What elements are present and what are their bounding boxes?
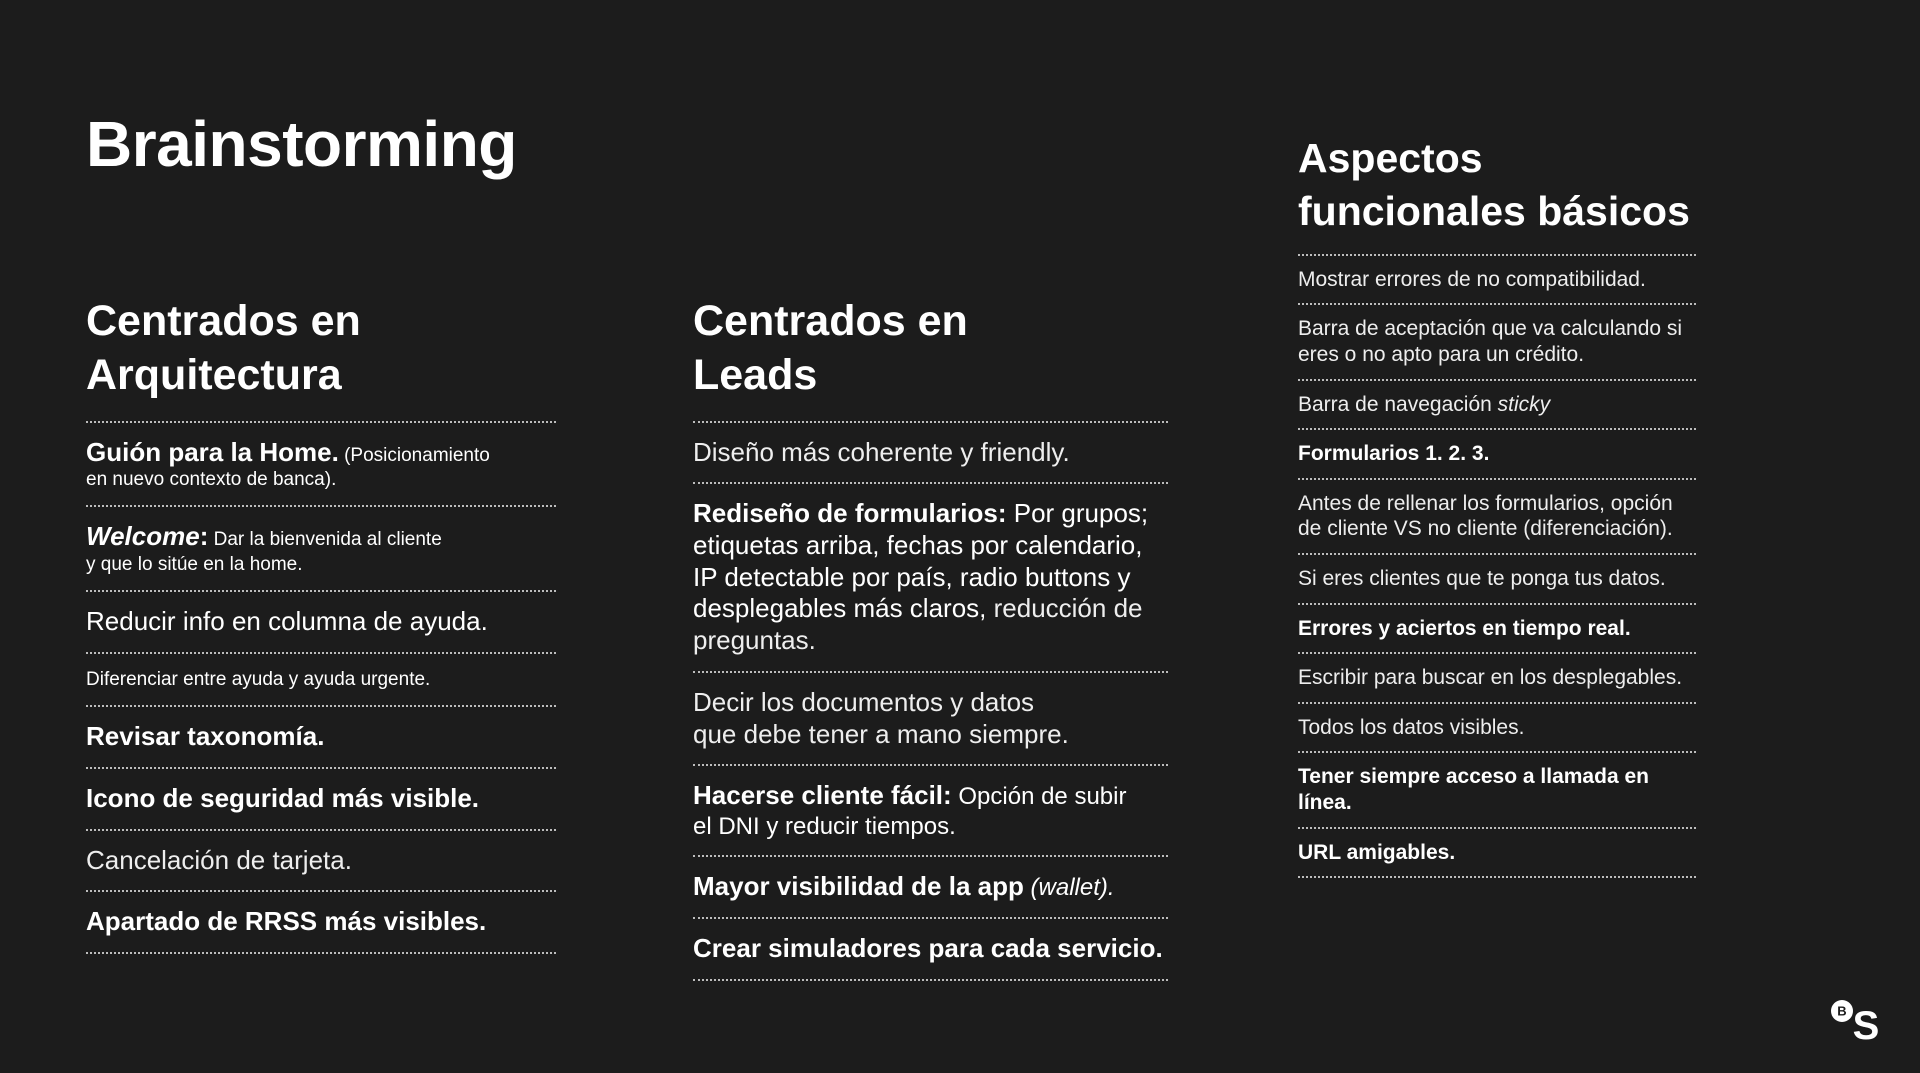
item-italic-text: sticky: [1497, 392, 1551, 416]
leads-title-line1: Centrados en: [693, 297, 968, 345]
item-bold-text: Guión para la Home.: [86, 436, 339, 467]
item-bold-text: Revisar taxonomía.: [86, 721, 325, 752]
item-text: Cancelación de tarjeta.: [86, 844, 352, 875]
item-bold-text: Crear simuladores para cada servicio.: [693, 932, 1163, 963]
item-text: Antes de rellenar los formularios, opción de cliente VS no cliente (diferenciación).: [1298, 491, 1673, 541]
list-item: [1298, 430, 1696, 480]
list-item: [86, 507, 556, 592]
functional-column-title: [1298, 132, 1696, 238]
list-item: [86, 592, 556, 654]
list-item: [693, 673, 1168, 766]
item-text: Todos los datos visibles.: [1298, 715, 1525, 739]
architecture-column: [86, 295, 556, 954]
item-bold-italic-text: Welcome: [86, 521, 200, 552]
item-text: en nuevo contexto de banca).: [86, 469, 337, 491]
list-item: [1298, 305, 1696, 380]
functional-column: [1298, 132, 1696, 878]
item-text: Opción de subir: [951, 783, 1127, 811]
item-text: Dar la bienvenida al cliente: [208, 529, 442, 551]
list-item: [693, 766, 1168, 857]
item-text: Diseño más coherente y friendly.: [693, 436, 1070, 467]
item-text: Barra de navegación: [1298, 392, 1498, 416]
list-item: [1298, 654, 1696, 704]
list-item: [693, 919, 1168, 981]
item-bold-text: Tener siempre acceso a llamada en línea.: [1298, 765, 1649, 815]
list-item: [86, 892, 556, 954]
architecture-title-line2: Arquitectura: [86, 350, 342, 399]
list-item: [1298, 704, 1696, 754]
item-bold-text: Errores y aciertos en tiempo real.: [1298, 616, 1631, 640]
list-item: [693, 423, 1168, 485]
architecture-title-line1: Centrados en: [86, 297, 361, 345]
functional-list: [1298, 254, 1696, 879]
list-item: [1298, 605, 1696, 655]
list-item: [693, 857, 1168, 919]
item-text: (Posicionamiento: [338, 444, 490, 466]
item-bold-text: Formularios 1. 2. 3.: [1298, 442, 1490, 466]
item-italic-text: (wallet).: [1023, 874, 1115, 902]
item-text: Escribir para buscar en los desplegables.: [1298, 666, 1683, 690]
item-text: que debe tener a mano siempre.: [693, 718, 1069, 749]
item-bold-text: URL amigables.: [1298, 840, 1456, 864]
list-item: [1298, 753, 1696, 828]
page-title: Brainstorming: [86, 108, 517, 180]
item-bold-text: Rediseño de formularios:: [693, 498, 1007, 529]
list-item: [86, 769, 556, 831]
item-bold-text: Hacerse cliente fácil:: [693, 780, 952, 811]
item-bold-text: Mayor visibilidad de la app: [693, 871, 1024, 902]
list-item: [86, 654, 556, 707]
item-text: Mostrar errores de no compatibilidad.: [1298, 267, 1646, 291]
item-bold-text: :: [199, 521, 209, 552]
architecture-column-title: [86, 295, 556, 403]
svg-text:S: S: [1852, 1004, 1880, 1043]
brand-logo-icon: [1830, 999, 1886, 1043]
item-text: Barra de aceptación que va calculando si eres o no apto para un crédito.: [1298, 317, 1683, 366]
item-text: Diferenciar entre ayuda y ayuda urgente.: [86, 669, 431, 690]
functional-title-line2: funcionales básicos: [1298, 187, 1690, 234]
architecture-list: [86, 421, 556, 955]
item-bold-text: Icono de seguridad más visible.: [86, 782, 480, 813]
list-item: [1298, 480, 1696, 555]
list-item: [1298, 381, 1696, 431]
list-item: [1298, 555, 1696, 605]
item-text: Si eres clientes que te ponga tus datos.: [1298, 567, 1666, 591]
leads-title-line2: Leads: [693, 350, 818, 399]
item-text: Decir los documentos y datos: [693, 686, 1035, 717]
list-item: [86, 831, 556, 893]
item-text: Reducir info en columna de ayuda.: [86, 606, 488, 637]
list-item: [1298, 256, 1696, 306]
item-text: y que lo sitúe en la home.: [86, 554, 303, 576]
leads-list: [693, 421, 1168, 981]
svg-text:B: B: [1837, 1003, 1847, 1019]
item-text: el DNI y reducir tiempos.: [693, 812, 956, 840]
item-bold-text: Apartado de RRSS más visibles.: [86, 906, 487, 937]
functional-title-line1: Aspectos: [1298, 135, 1483, 181]
leads-column-title: [693, 295, 1168, 403]
item-text: Por grupos; etiquetas arriba, fechas por calendario, IP detectable por país, radio buttons y desplegables más claros,: [693, 498, 1149, 624]
list-item: [693, 484, 1168, 673]
item-text: reducción de preguntas.: [693, 593, 1143, 656]
list-item: [86, 423, 556, 508]
list-item: [1298, 829, 1696, 879]
leads-column: [693, 295, 1168, 981]
list-item: [86, 707, 556, 769]
